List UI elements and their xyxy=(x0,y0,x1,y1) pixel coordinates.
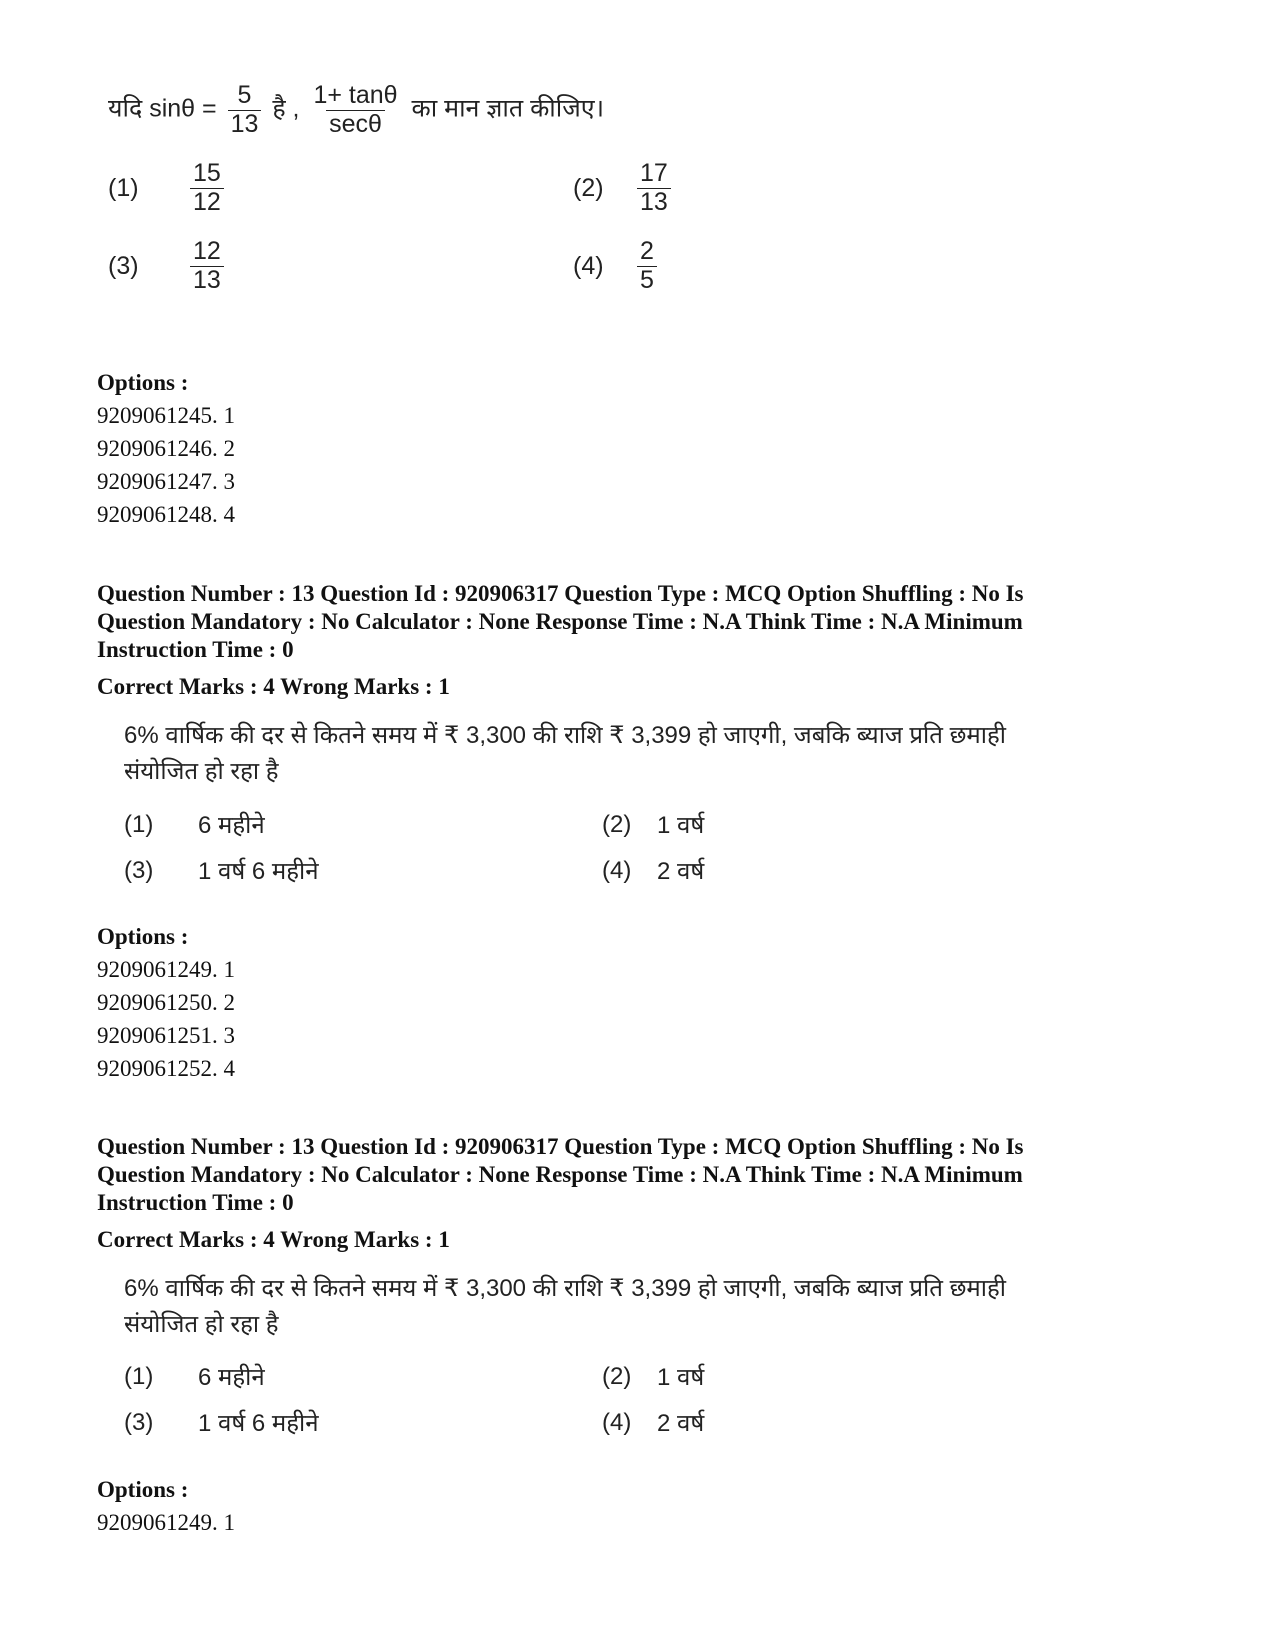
choice-text: 1 वर्ष xyxy=(657,812,705,839)
option-id: 9209061245. 1 xyxy=(97,403,235,428)
choice-text: 1 वर्ष 6 महीने xyxy=(198,1410,319,1437)
fraction-denominator: 13 xyxy=(637,188,671,217)
options-heading: Options : xyxy=(97,370,189,395)
fraction-denominator: secθ xyxy=(326,110,385,139)
choice-label: (1) xyxy=(108,173,139,202)
choice-label: (3) xyxy=(124,856,154,884)
choice-4 xyxy=(602,854,704,887)
question-1-choices xyxy=(108,160,808,310)
choice-label: (3) xyxy=(124,1408,154,1436)
stem-text: यदि sinθ = xyxy=(108,94,217,123)
meta-line: Instruction Time : 0 xyxy=(97,637,294,662)
meta-line: Question Number : 13 Question Id : 920906317 Question Type : MCQ Option Shuffling : No Is xyxy=(97,1134,1024,1159)
choice-text: 6 महीने xyxy=(198,1364,265,1391)
stem-line: संयोजित हो रहा है xyxy=(124,1311,279,1338)
choice-2 xyxy=(602,808,704,841)
choice-text: 1 वर्ष 6 महीने xyxy=(198,858,319,885)
choice-1 xyxy=(108,160,228,216)
choice-text: 2 वर्ष xyxy=(657,1410,705,1437)
option-id: 9209061251. 3 xyxy=(97,1023,235,1048)
option-id: 9209061252. 4 xyxy=(97,1056,235,1081)
choice-text: 1 वर्ष xyxy=(657,1364,705,1391)
choice-3 xyxy=(108,238,228,294)
meta-line: Question Mandatory : No Calculator : None Response Time : N.A Think Time : N.A Minimum xyxy=(97,1162,1023,1187)
fraction-numerator: 2 xyxy=(640,237,654,265)
choice-text: 2 वर्ष xyxy=(657,858,705,885)
fraction-numerator: 12 xyxy=(193,237,221,265)
fraction-expression xyxy=(310,82,400,138)
choice-label: (4) xyxy=(573,251,604,280)
choice-fraction xyxy=(637,238,657,294)
question-1-stem xyxy=(108,82,604,138)
option-id: 9209061247. 3 xyxy=(97,469,235,494)
choice-fraction xyxy=(190,238,224,294)
option-id: 9209061248. 4 xyxy=(97,502,235,527)
choice-1 xyxy=(124,808,265,841)
choice-2 xyxy=(602,1360,704,1393)
choice-2 xyxy=(573,160,675,216)
option-id: 9209061246. 2 xyxy=(97,436,235,461)
stem-line: संयोजित हो रहा है xyxy=(124,758,279,785)
fraction-sin-value xyxy=(228,82,262,138)
question-2-choices xyxy=(124,808,824,898)
question-2-stem xyxy=(124,718,1006,790)
fraction-numerator: 1+ tanθ xyxy=(313,81,398,109)
question-3-stem xyxy=(124,1271,1006,1343)
meta-line: Question Number : 13 Question Id : 920906317 Question Type : MCQ Option Shuffling : No Is xyxy=(97,581,1024,606)
marks-line: Correct Marks : 4 Wrong Marks : 1 xyxy=(97,1227,450,1252)
meta-line: Question Mandatory : No Calculator : None Response Time : N.A Think Time : N.A Minimum xyxy=(97,609,1023,634)
choice-text: 6 महीने xyxy=(198,812,265,839)
option-id: 9209061249. 1 xyxy=(97,957,235,982)
choice-3 xyxy=(124,854,319,887)
fraction-numerator: 17 xyxy=(640,159,668,187)
choice-label: (4) xyxy=(602,856,632,884)
fraction-denominator: 13 xyxy=(190,266,224,295)
marks-line: Correct Marks : 4 Wrong Marks : 1 xyxy=(97,674,450,699)
choice-label: (1) xyxy=(124,1362,154,1390)
choice-4 xyxy=(573,238,661,294)
stem-text: है , xyxy=(272,94,300,123)
choice-label: (3) xyxy=(108,251,139,280)
meta-line: Instruction Time : 0 xyxy=(97,1190,294,1215)
choice-fraction xyxy=(637,160,671,216)
choice-3 xyxy=(124,1406,319,1439)
option-id: 9209061250. 2 xyxy=(97,990,235,1015)
stem-line: 6% वार्षिक की दर से कितने समय में ₹ 3,300 की राशि ₹ 3,399 हो जाएगी, जबकि ब्याज प्रति छमाही xyxy=(124,722,1006,749)
stem-text: का मान ज्ञात कीजिए। xyxy=(411,94,605,123)
fraction-denominator: 5 xyxy=(637,266,657,295)
choice-1 xyxy=(124,1360,265,1393)
options-heading: Options : xyxy=(97,924,189,949)
question-meta xyxy=(97,580,1217,664)
choice-label: (2) xyxy=(602,810,632,838)
choice-label: (4) xyxy=(602,1408,632,1436)
choice-4 xyxy=(602,1406,704,1439)
options-heading: Options : xyxy=(97,1477,189,1502)
choice-label: (1) xyxy=(124,810,154,838)
stem-line: 6% वार्षिक की दर से कितने समय में ₹ 3,300 की राशि ₹ 3,399 हो जाएगी, जबकि ब्याज प्रति छमाही xyxy=(124,1275,1006,1302)
fraction-numerator: 5 xyxy=(237,81,252,109)
choice-label: (2) xyxy=(602,1362,632,1390)
question-meta xyxy=(97,1133,1217,1217)
fraction-numerator: 15 xyxy=(193,159,221,187)
question-3-choices xyxy=(124,1360,824,1450)
fraction-denominator: 12 xyxy=(190,188,224,217)
option-id: 9209061249. 1 xyxy=(97,1510,235,1535)
choice-fraction xyxy=(190,160,224,216)
choice-label: (2) xyxy=(573,173,604,202)
fraction-denominator: 13 xyxy=(228,110,262,139)
